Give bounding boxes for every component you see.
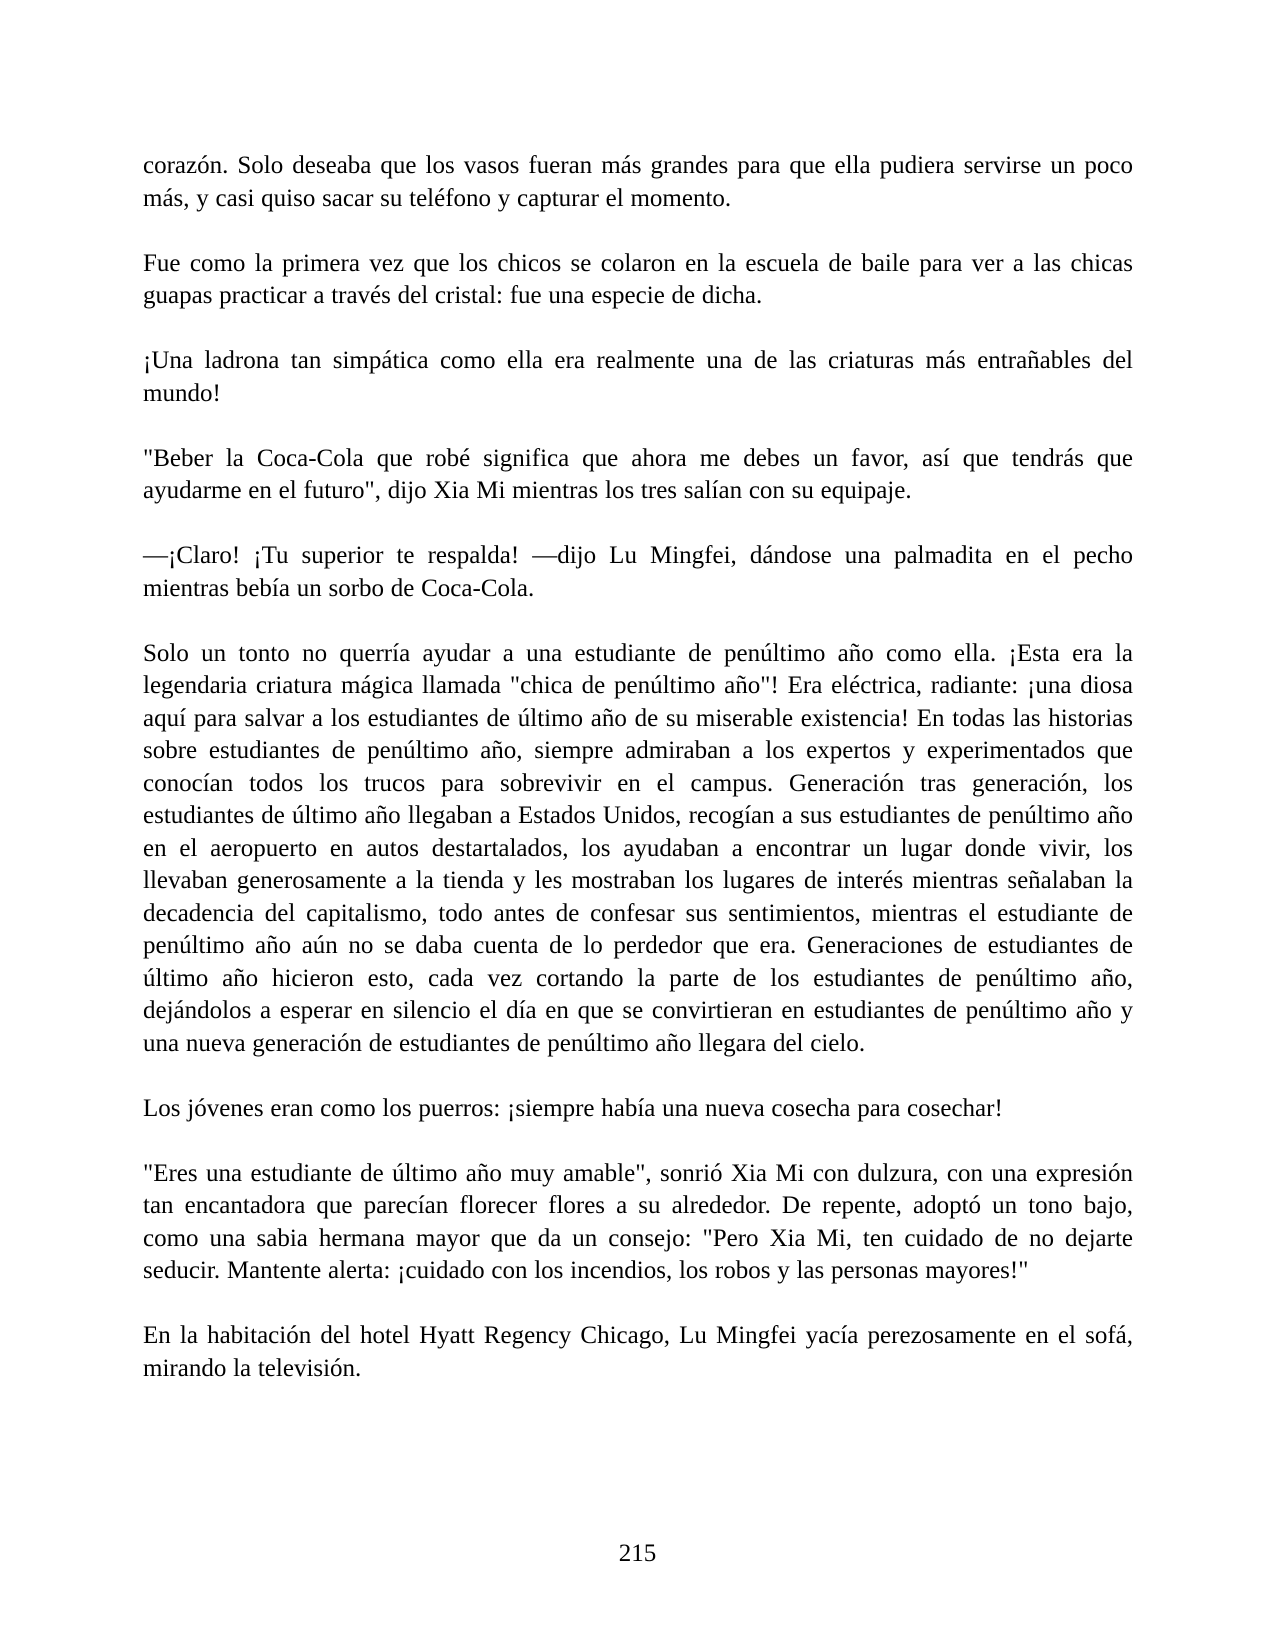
paragraph: Solo un tonto no querría ayudar a una estudiante de penúltimo año como ella. ¡Esta era la legendaria criatura mágica llamada "chica de penúltimo año"! Era eléctrica, radiante: ¡una diosa aquí para salvar a los estudiantes de último año de su miserable existencia! En todas las historias sobre estudiantes de penúltimo año, siempre admiraban a los expertos y experimentados que conocían todos los trucos para sobrevivir en el campus. Generación tras generación, los estudiantes de último año llegaban a Estados Unidos, recogían a sus estudiantes de penúltimo año en el aeropuerto en autos destartalados, los ayudaban a encontrar un lugar donde vivir, los llevaban generosamente a la tienda y les mostraban los lugares de interés mientras señalaban la decadencia del capitalismo, todo antes de confesar sus sentimientos, mientras el estudiante de penúltimo año aún no se daba cuenta de lo perdedor que era. Generaciones de estudiantes de último año hicieron esto, cada vez cortando la parte de los estudiantes de penúltimo año, dejándolos a esperar en silencio el día en que se convirtieran en estudiantes de penúltimo año y una nueva generación de estudiantes de penúltimo año llegara del cielo. [143, 639, 1133, 1057]
paragraph: En la habitación del hotel Hyatt Regency Chicago, Lu Mingfei yacía perezosamente en el sofá, mirando la televisión. [143, 1322, 1133, 1382]
text-content [143, 150, 1133, 1418]
paragraph: —¡Claro! ¡Tu superior te respalda! —dijo Lu Mingfei, dándose una palmadita en el pecho mientras bebía un sorbo de Coca-Cola. [143, 542, 1133, 602]
paragraph: "Beber la Coca-Cola que robé significa que ahora me debes un favor, así que tendrás que ayudarme en el futuro", dijo Xia Mi mientras los tres salían con su equipaje. [143, 444, 1133, 504]
paragraph: ¡Una ladrona tan simpática como ella era realmente una de las criaturas más entrañables del mundo! [143, 347, 1133, 407]
page-number: 215 [618, 1540, 657, 1567]
paragraph: "Eres una estudiante de último año muy amable", sonrió Xia Mi con dulzura, con una expresión tan encantadora que parecían florecer flores a su alrededor. De repente, adoptó un tono bajo, como una sabia hermana mayor que da un consejo: "Pero Xia Mi, ten cuidado de no dejarte seducir. Mantente alerta: ¡cuidado con los incendios, los robos y las personas mayores!" [143, 1159, 1133, 1284]
paragraph: corazón. Solo deseaba que los vasos fueran más grandes para que ella pudiera servirse un poco más, y casi quiso sacar su teléfono y capturar el momento. [143, 152, 1133, 212]
paragraph: Los jóvenes eran como los puerros: ¡siempre había una nueva cosecha para cosechar! [143, 1094, 1003, 1122]
paragraph: Fue como la primera vez que los chicos se colaron en la escuela de baile para ver a las chicas guapas practicar a través del cristal: fue una especie de dicha. [143, 249, 1133, 309]
